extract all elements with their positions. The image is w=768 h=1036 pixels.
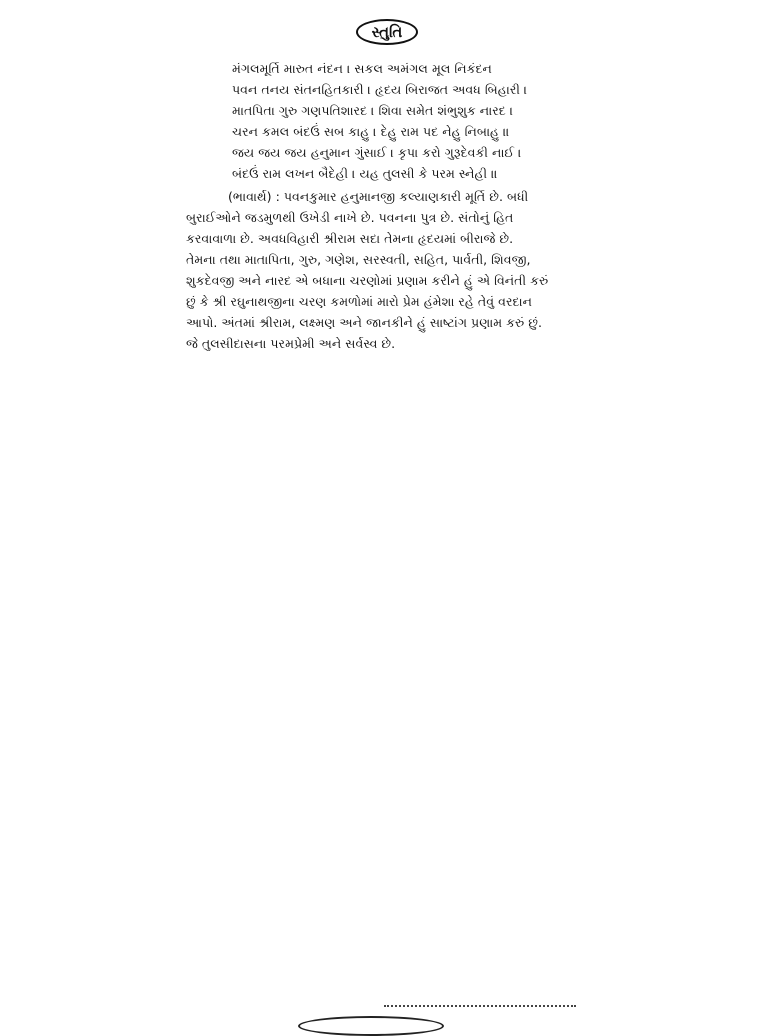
meaning-line: શુકદેવજી અને નારદ એ બધાના ચરણોમાં પ્રણામ કરીને હું એ વિનંતી કરું [186,273,549,288]
meaning-line: છું કે શ્રી રઘુનાથજીના ચરણ કમળોમાં મારો પ્રેમ હંમેશા રહે તેવું વરદાન [186,294,532,309]
meaning-line: કરવાવાળા છે. અવધવિહારી શ્રીરામ સદા તેમના હૃદયમાં બીરાજે છે. [186,231,514,246]
verse-line: પવન તનય સંતનહિતકારી । હૃદય બિરાજત અવધ બિહારી । [232,82,528,97]
meaning-paragraph [186,186,586,354]
meaning-line: બુરાઈઓને જડમુળથી ઉખેડી નાખે છે. પવનના પુત્ર છે. સંતોનું હિત [186,210,514,225]
dotted-divider [384,1005,576,1007]
meaning-line: તેમના તથા માતાપિતા, ગુરુ, ગણેશ, સરસ્વતી, સહિત, પાર્વતી, શિવજી, [186,252,531,267]
verse-line: જય જય જય હનુમાન ગુંસાઈ । કૃપા કરો ગુરૂદેવકી નાઈ । [232,145,522,160]
meaning-line: આપો. અંતમાં શ્રીરામ, લક્ષ્મણ અને જાનકીને હું સાષ્ટાંગ પ્રણામ કરું છું. [186,315,543,330]
verse-line: મંગલમૂર્તિ મારુત નંદન । સકલ અમંગલ મૂલ નિકંદન [232,61,492,76]
verse-block [232,58,552,184]
page-title: સ્તુતિ [356,19,418,45]
verse-line: બંદઉં રામ લખન બૈદેહી । યહ તુલસી કે પરમ સ્નેહી ॥ [232,166,498,181]
verse-line: ચરન કમલ બંદઉં સબ કાહુ । દેહુ રામ પદ નેહુ નિબાહુ ॥ [232,124,510,139]
meaning-line: (ભાવાર્થ) : પવનકુમાર હનુમાનજી કલ્યાણકારી મૂર્તિ છે. બધી [228,189,529,204]
verse-line: માતપિતા ગુરુ ગણપતિશારદ । શિવા સમેત શંભુશુક નારદ । [232,103,514,118]
meaning-line: જે તુલસીદાસના પરમપ્રેમી અને સર્વસ્વ છે. [186,336,396,351]
bottom-frame-ornament [298,1016,444,1036]
